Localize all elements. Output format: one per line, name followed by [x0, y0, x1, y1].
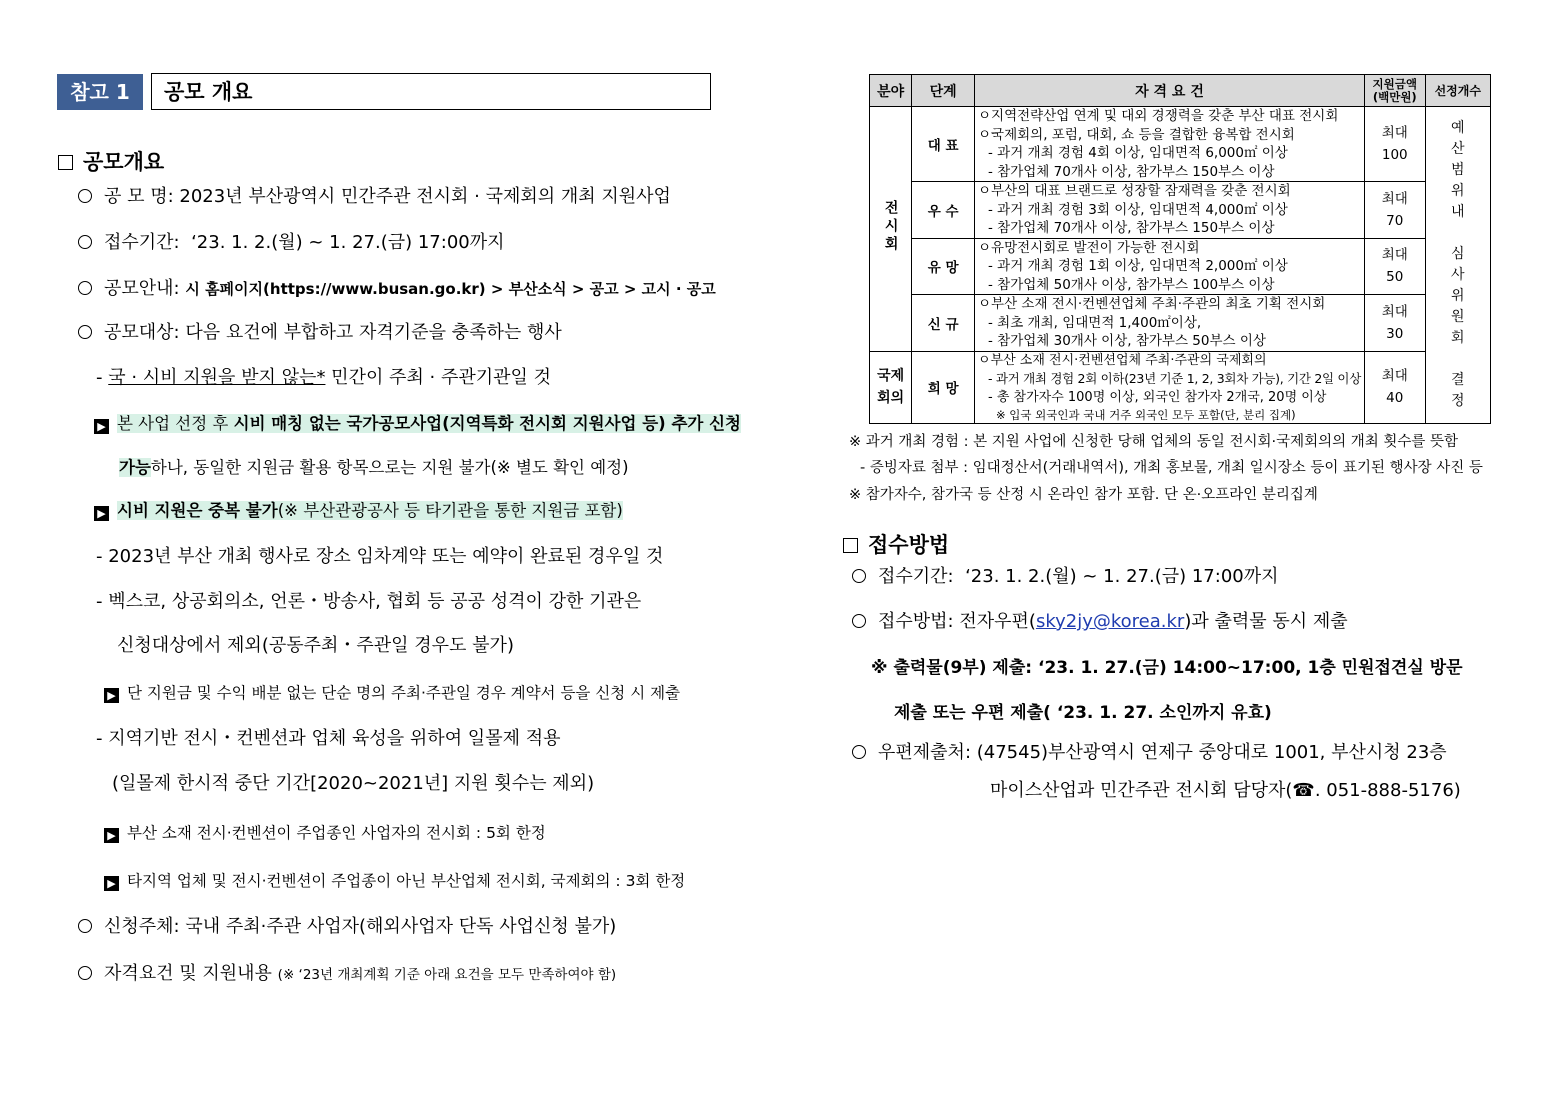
print-submission-line-1: ※ 출력물(9부) 제출: ‘23. 1. 27.(금) 14:00~17:00, 1층 민원접견실 방문 [871, 658, 1463, 678]
header-count: 선정개수 [1425, 75, 1490, 107]
arrow-right-icon: ▶ [94, 506, 109, 521]
submission-period [852, 565, 1279, 589]
item-value: 국내 주최·주관 사업자(해외사업자 단독 사업신청 불가) [185, 916, 617, 937]
circle-bullet-icon [852, 614, 866, 628]
item-label: 접수기간: [878, 566, 954, 587]
condition-3-line-2: 신청대상에서 제외(공동주최・주관일 경우도 불가) [117, 635, 514, 656]
item-name [78, 185, 671, 209]
table-note-2: - 증빙자료 첨부 : 임대정산서(거래내역서), 개최 홍보물, 개최 일시장소 등이 표기된 행사장 사진 등 [860, 460, 1483, 476]
field-exhibition [870, 107, 912, 352]
req-line: - 과거 개최 경험 4회 이상, 임대면적 6,000㎡ 이상 [988, 145, 1288, 161]
header-title-box [151, 73, 711, 110]
stage-cell: 신 규 [912, 295, 975, 352]
req-line: ㅇ부산의 대표 브랜드로 성장할 잠재력을 갖춘 전시회 [978, 183, 1291, 199]
section-title-submission [843, 531, 949, 559]
circle-bullet-icon [78, 235, 92, 249]
section-title-overview [58, 148, 164, 176]
note-text: 본 사업 선정 후 [117, 414, 234, 433]
note-bold: 가능 [119, 458, 151, 477]
circle-bullet-icon [78, 919, 92, 933]
requirement-cell [975, 351, 1365, 424]
item-value: )과 출력물 동시 제출 [1184, 611, 1348, 632]
item-label: 공모안내: [104, 278, 180, 299]
note-bold: 시비 지원은 중복 불가 [117, 501, 278, 520]
amount-cell: 최대 40 [1365, 351, 1426, 424]
item-value: (47545)부산광역시 연제구 중앙대로 1001, 부산시청 23층 [976, 742, 1447, 763]
print-submission-line-2: 제출 또는 우편 제출( ‘23. 1. 27. 소인까지 유효) [894, 703, 1272, 723]
header-amount: 지원금액 (백만원) [1365, 75, 1426, 107]
condition-4-line-1: - 지역기반 전시・컨벤션과 업체 육성을 위하여 일몰제 적용 [96, 728, 561, 749]
table-header-row [870, 75, 1491, 107]
section-title-text: 공모개요 [83, 150, 165, 174]
requirement-cell [975, 295, 1365, 352]
stage-cell: 유 망 [912, 238, 975, 295]
item-period [78, 231, 505, 255]
item-target [78, 321, 562, 345]
note-text: (※ 부산관광공사 등 타기관을 통한 지원금 포함) [277, 501, 623, 520]
condition-2: - 2023년 부산 개최 행사로 장소 임차계약 또는 예약이 완료된 경우일 것 [96, 546, 664, 567]
header-stage: 단계 [912, 75, 975, 107]
req-line: - 최초 개최, 임대면적 1,400㎡이상, [988, 314, 1202, 331]
email-link[interactable]: sky2jy@korea.kr [1035, 611, 1185, 632]
requirement-cell [975, 182, 1365, 239]
item-qualification [78, 962, 616, 987]
note-bold: 시비 매칭 없는 국가공모사업(지역특화 전시회 지원사업 등) 추가 신청 [233, 414, 741, 433]
section-title-text: 접수방법 [868, 533, 950, 557]
circle-bullet-icon [78, 966, 92, 980]
table-row [870, 295, 1491, 352]
table-note-3: ※ 참가자수, 참가국 등 산정 시 온라인 참가 포함. 단 온·오프라인 분리집계 [849, 487, 1318, 503]
item-value: 2023년 부산광역시 민간주관 전시회 · 국제회의 개최 지원사업 [179, 186, 671, 207]
item-applicant [78, 915, 616, 939]
req-line: - 과거 개최 경험 3회 이상, 임대면적 4,000㎡ 이상 [988, 201, 1288, 218]
req-line: ㅇ유망전시회로 발전이 가능한 전시회 [978, 239, 1200, 256]
stage-cell: 우 수 [912, 182, 975, 239]
note-5 [104, 870, 685, 892]
req-line: - 과거 개최 경험 2회 이하(23년 기준 1, 2, 3회차 가능), 기간 2일 이상 [988, 371, 1361, 386]
stage-cell: 대 표 [912, 107, 975, 182]
item-label: 우편제출처: [878, 742, 972, 763]
reference-badge: 참고 1 [57, 74, 143, 110]
req-line: ※ 입국 외국인과 국내 거주 외국인 모두 포함(단, 분리 집계) [996, 408, 1296, 422]
condition-1 [96, 366, 551, 390]
note-1-line-1 [94, 412, 741, 436]
req-line: - 참가업체 70개사 이상, 참가부스 150부스 이상 [988, 163, 1275, 180]
item-value: 다음 요건에 부합하고 자격기준을 충족하는 행사 [185, 322, 562, 343]
amount-cell: 최대 30 [1365, 295, 1426, 352]
amount-cell: 최대 70 [1365, 182, 1426, 239]
item-value: ‘23. 1. 2.(월) ~ 1. 27.(금) 17:00까지 [965, 566, 1279, 587]
note-text: 타지역 업체 및 전시·컨벤션이 주업종이 아닌 부산업체 전시회, 국제회의 : 3회 한정 [127, 872, 686, 890]
header-requirement: 자 격 요 건 [975, 75, 1365, 107]
arrow-right-icon: ▶ [94, 419, 109, 434]
note-3 [104, 682, 680, 704]
checkbox-square-icon [58, 155, 73, 170]
note-4 [104, 822, 546, 844]
req-line: ㅇ지역전략산업 연계 및 대외 경쟁력을 갖춘 부산 대표 전시회 [978, 108, 1339, 124]
circle-bullet-icon [852, 745, 866, 759]
stage-cell: 희 망 [912, 351, 975, 424]
req-line: ㅇ부산 소재 전시·컨벤션업체 주최·주관의 국제회의 [978, 352, 1267, 368]
table-row [870, 182, 1491, 239]
req-line: - 참가업체 50개사 이상, 참가부스 100부스 이상 [988, 276, 1275, 293]
circle-bullet-icon [78, 189, 92, 203]
item-value: 전자우편( [959, 611, 1036, 632]
amount-cell: 최대 50 [1365, 238, 1426, 295]
item-label: 공모대상: [104, 322, 180, 343]
header-field: 분야 [870, 75, 912, 107]
item-value: 시 홈페이지(https://www.busan.go.kr) > 부산소식 > 공고 > 고시 · 공고 [185, 280, 716, 298]
item-value: ‘23. 1. 2.(월) ~ 1. 27.(금) 17:00까지 [191, 232, 505, 253]
circle-bullet-icon [78, 281, 92, 295]
header-title: 공모 개요 [164, 80, 253, 104]
condition-3-line-1: - 벡스코, 상공회의소, 언론・방송사, 협회 등 공공 성격이 강한 기관은 [96, 591, 642, 612]
req-line: - 참가업체 30개사 이상, 참가부스 50부스 이상 [988, 333, 1266, 349]
note-2 [94, 499, 623, 523]
condition-underlined: 국 · 시비 지원을 받지 않는* [108, 367, 326, 388]
circle-bullet-icon [852, 569, 866, 583]
amount-cell: 최대 100 [1365, 107, 1426, 182]
note-1-line-2 [119, 456, 629, 480]
item-note: (※ ‘23년 개최계획 기준 아래 요건을 모두 만족하여야 함) [277, 967, 617, 983]
circle-bullet-icon [78, 325, 92, 339]
note-text: 단 지원금 및 수익 배분 없는 단순 명의 주최·주관일 경우 계약서 등을 신청 시 제출 [127, 684, 681, 702]
item-label: 접수방법: [878, 611, 954, 632]
item-label: 자격요건 및 지원내용 [104, 963, 272, 984]
table-row [870, 351, 1491, 424]
arrow-right-icon: ▶ [104, 688, 119, 703]
requirement-cell [975, 107, 1365, 182]
table-row [870, 107, 1491, 182]
table-row [870, 238, 1491, 295]
req-line: - 참가업체 70개사 이상, 참가부스 150부스 이상 [988, 220, 1275, 236]
table-note-1: ※ 과거 개최 경험 : 본 지원 사업에 신청한 당해 업체의 동일 전시회·국제회의의 개최 횟수를 뜻함 [849, 434, 1459, 450]
dash: - [96, 367, 103, 388]
arrow-right-icon: ▶ [104, 876, 119, 891]
submission-method [852, 610, 1348, 634]
requirement-cell [975, 238, 1365, 295]
checkbox-square-icon [843, 538, 858, 553]
field-text: 전시회 [882, 199, 899, 254]
req-line: - 과거 개최 경험 1회 이상, 임대면적 2,000㎡ 이상 [988, 258, 1288, 274]
item-label: 신청주체: [104, 916, 180, 937]
mail-address [852, 741, 1447, 765]
condition-4-line-2: (일몰제 한시적 중단 기간[2020~2021년] 지원 횟수는 제외) [112, 773, 595, 794]
count-cell: 예산범위내 심사위원회 결정 [1425, 107, 1490, 424]
requirements-table [869, 74, 1491, 424]
note-text: 부산 소재 전시·컨벤션이 주업종인 사업자의 전시회 : 5회 한정 [127, 824, 546, 842]
req-line: - 총 참가자수 100명 이상, 외국인 참가자 2개국, 20명 이상 [988, 389, 1327, 405]
item-guide [78, 277, 716, 301]
arrow-right-icon: ▶ [104, 828, 119, 843]
field-conference: 국제 회의 [870, 351, 912, 424]
condition-rest: 민간이 주최 · 주관기관일 것 [325, 367, 552, 388]
note-text: 하나, 동일한 지원금 활용 항목으로는 지원 불가(※ 별도 확인 예정) [150, 458, 629, 477]
item-label: 공 모 명: [104, 186, 174, 207]
mail-contact: 마이스산업과 민간주관 전시회 담당자(☎. 051-888-5176) [990, 780, 1461, 801]
req-line: ㅇ부산 소재 전시·컨벤션업체 주최·주관의 최초 기획 전시회 [978, 296, 1326, 312]
item-label: 접수기간: [104, 232, 180, 253]
req-line: ㅇ국제회의, 포럼, 대회, 쇼 등을 결합한 융복합 전시회 [978, 126, 1295, 143]
